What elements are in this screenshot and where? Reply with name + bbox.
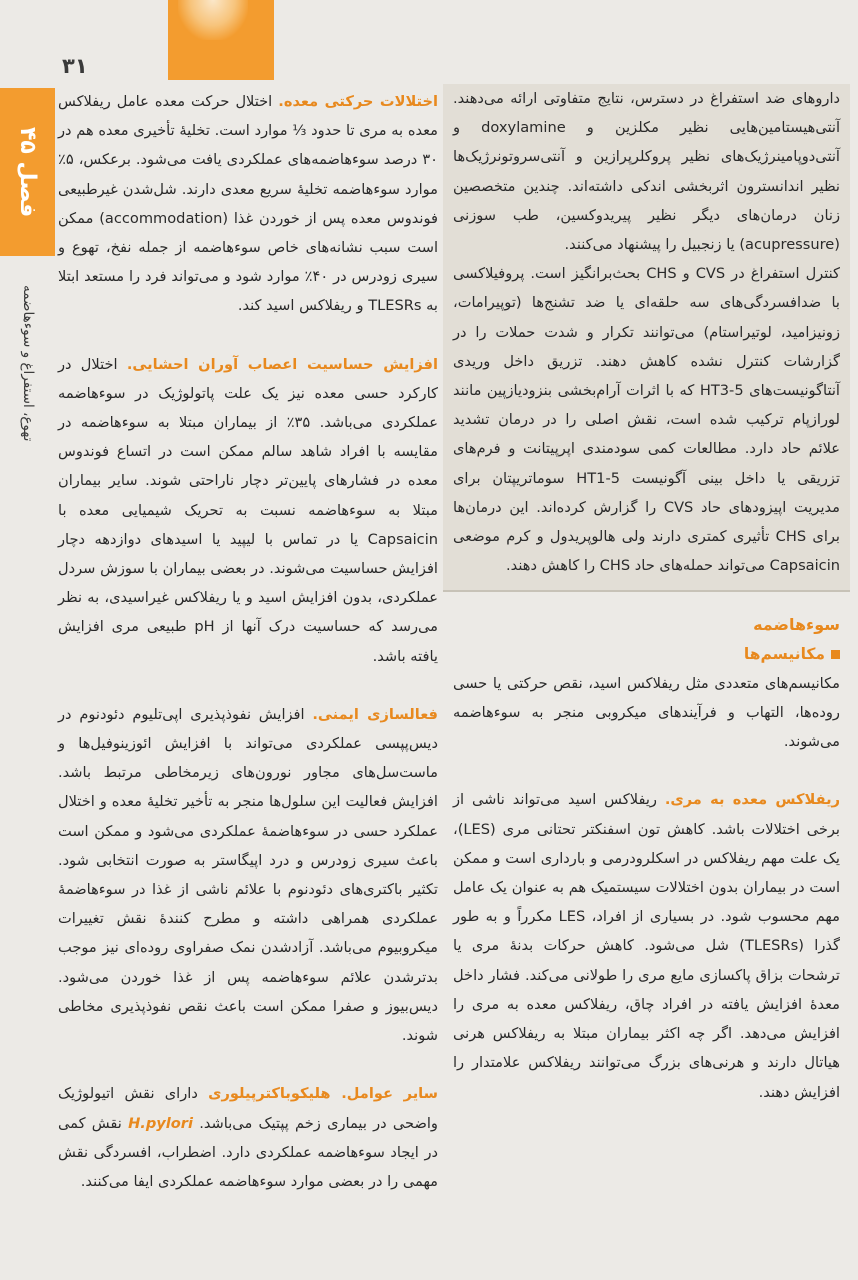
heading-reflux: ریفلاکس معده به مری. [664, 791, 841, 809]
heading-immune-activation: فعالسازی ایمنی. [312, 705, 438, 723]
chapter-tab [0, 88, 55, 256]
right-column [453, 84, 840, 1107]
body-immune-activation: افزایش نفوذپذیری اپی‌تلیوم دئودنوم در دیس‌پپسی عملکردی می‌تواند با افزایش ائوزینوفیل‌ها و ماست‌سل‌های مجاور نورون‌های زیرمخاطی مرتبط باشد. افزایش فعالیت این سلول‌ها منجر به تأخیر تخلیهٔ معده و اختلال عملکرد حسی در سوءهاضمهٔ عملکردی می‌شود و ممکن است باعث سیری زودرس و درد اپیگاستر به صورت انتخابی شود. تکثیر باکتری‌های دئودنوم با علائم ناشی از غذا در سوءهاضمهٔ عملکردی همراهی داشته و مطرح کنندهٔ نقش تغییرات میکروبیوم می‌باشد. آزادشدن نمک صفراوی روده‌ای نیز موجب بدترشدن علائم سوءهاضمه پس از غذا خوردن می‌شود. دیس‌بیوز و صفرا ممکن است باعث نقص نفوذپذیری مخاطی شوند. [58, 705, 438, 1045]
paragraph-immune-activation [58, 700, 438, 1050]
paragraph-cvs-chs: کنترل استفراغ در CVS و CHS بحث‌برانگیز است. پروفیلاکسی با ضدافسردگی‌های سه حلقه‌ای یا ضد تشنج‌ها (توپیرامات، زونیزامید، لوتیراستام) می‌توانند تکرار و شدت حملات را در گزارشات کنترل نشده کاهش دهند. تزریق داخل وریدی آنتاگونیست‌های 5-HT3 که با اثرات آرام‌بخشی بنزودیازپین مانند لورازپام ترکیب شده است، نقش اصلی را در درمان تشدید علائم حاد دارد. مطالعات کمی سودمندی اپرپیتانت و فرم‌های تزریقی یا داخل بینی آگونیست 5-HT1 سوماتریپتان برای مدیریت اپیزودهای حاد CVS را گزارش کرده‌اند. این درمان‌ها برای CHS تأثیری کمتری دارند ولی هالوپریدول و کرم موضعی Capsaicin می‌تواند حمله‌های حاد CHS را کاهش دهند. [453, 265, 840, 575]
paragraph-mechanisms: مکانیسم‌های متعددی مثل ریفلاکس اسید، نقص حرکتی یا حسی روده‌ها، التهاب و فرآیندهای میکروبی منجر به سوءهاضمه می‌شوند. [453, 674, 840, 751]
body-reflux: ریفلاکس اسید می‌تواند ناشی از برخی اختلالات باشد. کاهش تون اسفنکتر تحتانی مری (LES)، یک علت مهم ریفلاکس در اسکلرودرمی و بارداری است و ممکن است در بیماران بدون اختلالات سیستمیک هم به عنوان یک عامل مهم محسوب شود. در بسیاری از افراد، LES مکرراً و به طور گذرا (TLESRs) شل می‌شود. کاهش حرکات بدنهٔ مری یا ترشحات بزاق پاکسازی مایع مری را طولانی می‌کند. فشار داخل معدهٔ افزایش یافته در افراد چاق، ریفلاکس معده به مری را افزایش می‌دهد. اگر چه اکثر بیماران مبتلا به ریفلاکس هرنی هیاتال دارند و هرنی‌های بزرگ می‌توانند ریفلاکس علامتدار را افزایش دهند. [453, 791, 840, 1101]
body-other-factors-b: نقش کمی در ایجاد سوءهاضمه عملکردی دارد. اضطراب، افسردگی نقش مهمی را در بعضی موارد سوءهاضمه عملکردی ایفا می‌کنند. [58, 1114, 438, 1190]
body-other-factors-a: دارای نقش اتیولوژیک واضحی در بیماری زخم پپتیک می‌باشد. [58, 1085, 438, 1132]
section-title-dyspepsia: سوءهاضمه [753, 615, 840, 635]
page-number: ۳۱ [62, 54, 88, 78]
top-decoration [168, 0, 274, 80]
paragraph-reflux [453, 785, 840, 1106]
paragraph-visceral-afferent [58, 350, 438, 671]
paragraph-other-factors [58, 1079, 438, 1196]
paragraph-gastric-motility [58, 87, 438, 321]
shaded-box [443, 84, 850, 592]
square-bullet-icon [831, 650, 840, 659]
heading-other-factors: سایر عوامل. هلیکوباکترپیلوری [208, 1085, 439, 1103]
h-pylori-term: H.pylori [128, 1114, 194, 1132]
heading-gastric-motility: اختلالات حرکتی معده. [278, 93, 438, 110]
paragraph-antiemetics: داروهای ضد استفراغ در دسترس، نتایج متفاوتی ارائه می‌دهند. آنتی‌هیستامین‌هایی نظیر مکلزین و doxylamine و آنتی‌دوپامینرژیک‌های نظیر پروکلرپرازین و آنتی‌سروتونرژیک‌ها نظیر اندانسترون اثربخشی اندکی داشته‌اند. چندین متخصصین زنان درمان‌های دیگر نظیر پیریدوکسین، طب سوزنی (acupressure) یا زنجبیل را پیشنهاد می‌کنند. [453, 90, 840, 254]
chapter-subtitle: تهوع، استفراغ و سوءهاضمه [20, 284, 36, 442]
chapter-label: فصل ۴۵ [15, 126, 40, 218]
subsection-mechanisms [453, 640, 840, 669]
body-visceral-afferent: اختلال در کارکرد حسی معده نیز یک علت پاتولوژیک در سوءهاضمه عملکردی می‌باشد. ۳۵٪ از بیماران مبتلا به سوءهاضمه در مقایسه با افراد شاهد سالم ممکن است در اتساع فوندوس معده در فشارهای پایین‌تر دچار ناراحتی شوند. سایر بیماران مبتلا به سوءهاضمه نسبت به تحریک شیمیایی معده با Capsaicin یا در تماس با لیپید یا اسیدهای دوازدهه دچار افزایش حساسیت می‌شوند. در بعضی بیماران با سوزش سردل عملکردی، بدون افزایش اسید و یا ریفلاکس غیراسیدی، به نظر می‌رسد که حساسیت درک آنها از pH طبیعی مری افزایش یافته باشد. [58, 355, 438, 665]
heading-visceral-afferent: افزایش حساسیت اعصاب آوران احشایی. [126, 355, 438, 373]
left-column [58, 87, 438, 1196]
subsection-mechanisms-label: مکانیسم‌ها [743, 644, 825, 663]
body-gastric-motility: اختلال حرکت معده عامل ریفلاکس معده به مری تا حدود ⅓ موارد است. تخلیهٔ تأخیری معده هم در ۳۰ درصد سوءهاضمه‌های عملکردی یافت می‌شود. برعکس، ۵٪ موارد سوءهاضمه تخلیهٔ سریع معدی دارند. شل‌شدن غیرطبیعی فوندوس معده پس از خوردن غذا (accommodation) ممکن است سبب نشانه‌های خاص سوءهاضمه از جمله نفخ، تهوع و سیری زودرس در ۴۰٪ موارد شود و می‌تواند فرد را مستعد ابتلا به TLESRs و ریفلاکس اسید کند. [58, 93, 438, 315]
